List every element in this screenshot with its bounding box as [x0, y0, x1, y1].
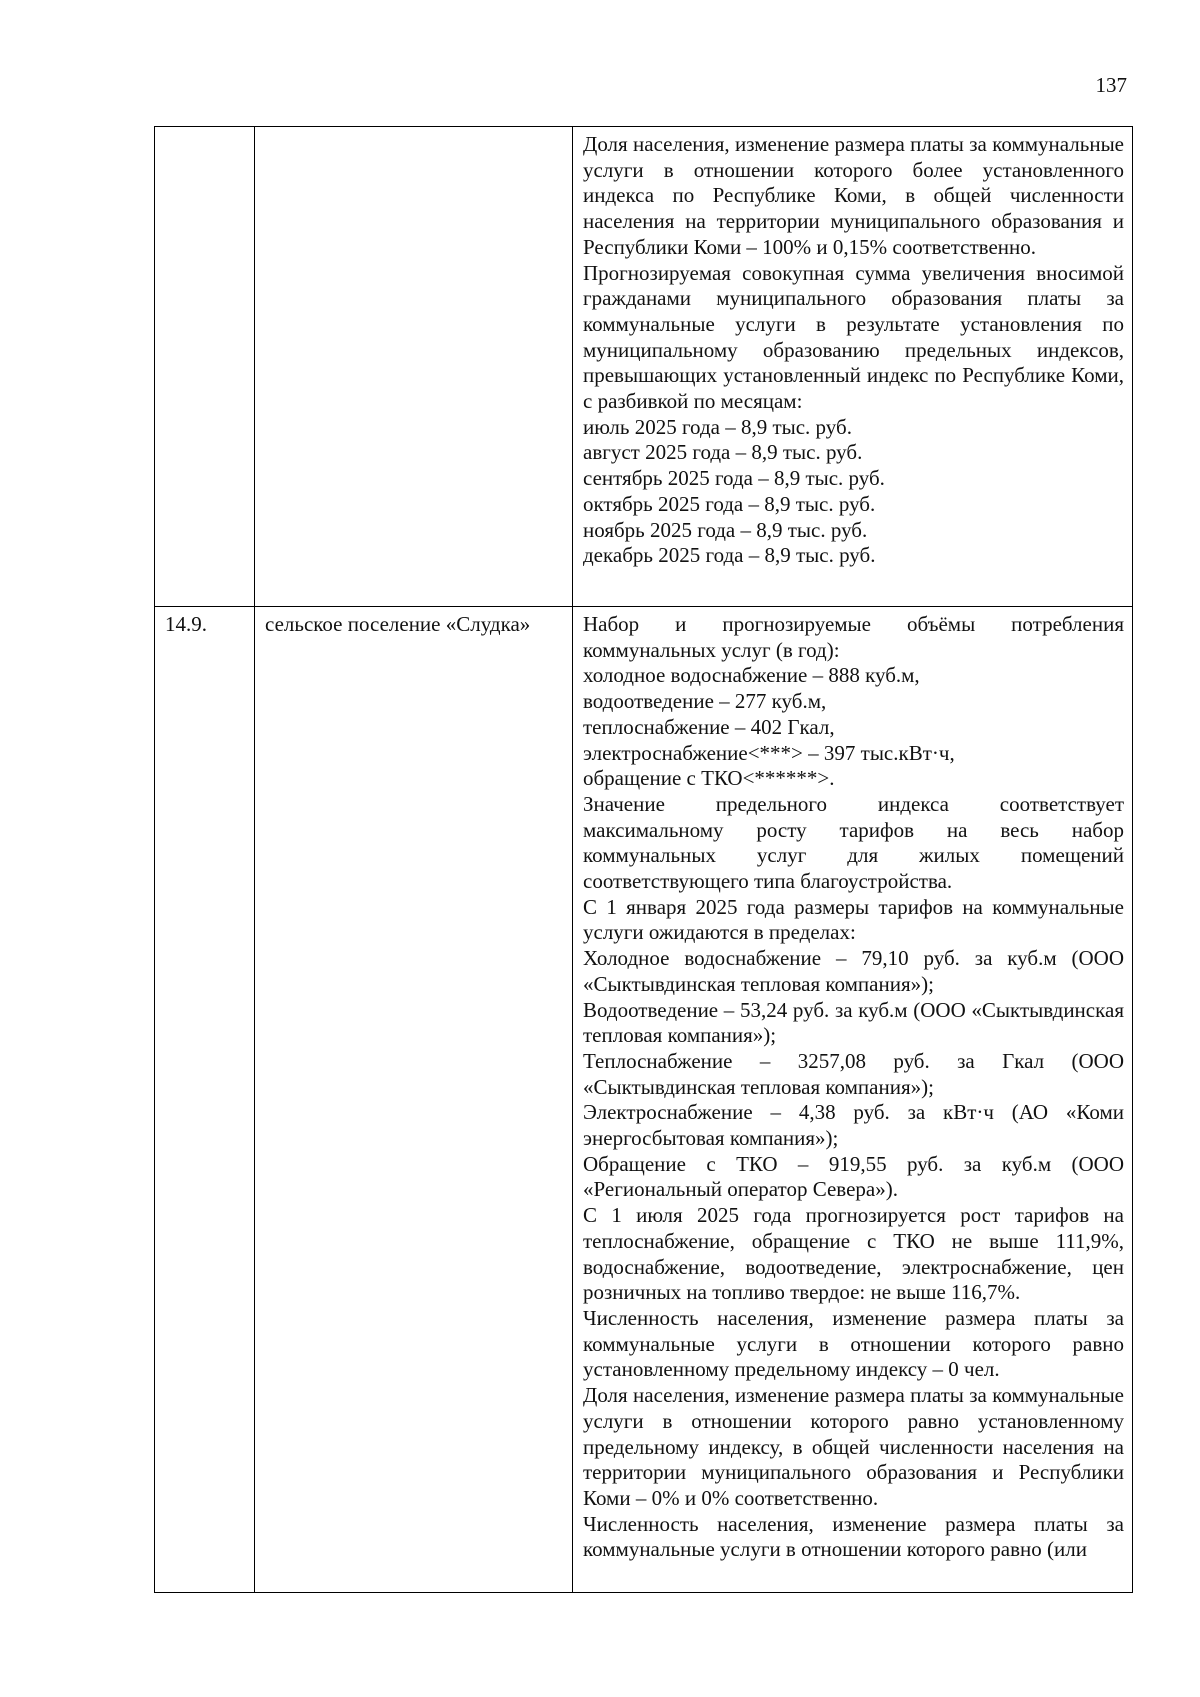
table-row [155, 607, 1133, 1593]
paragraph: Прогнозируемая совокупная сумма увеличения вносимой гражданами муниципального образования платы за коммунальные услуги в результате установления по муниципальному образованию предельных индексов, превышающих установленный индекс по Республике Коми, с разбивкой по месяцам: [583, 260, 1124, 414]
paragraph: Набор и прогнозируемые объёмы потребления коммунальных услуг (в год): [583, 612, 1124, 662]
volume-line: водоотведение – 277 куб.м, [583, 689, 827, 714]
volume-line: обращение с ТКО<******>. [583, 766, 835, 791]
monthly-amount-line: сентябрь 2025 года – 8,9 тыс. руб. [583, 466, 885, 491]
paragraph: Доля населения, изменение размера платы за коммунальные услуги в отношении которого равно установленному предельному индексу, в общей численности населения на территории муниципального образования и Республики Коми – 0% и 0% соответственно. [583, 1383, 1124, 1510]
paragraph: Значение предельного индекса соответствует максимальному росту тарифов на весь набор коммунальных услуг для жилых помещений соответствующего типа благоустройства. [583, 791, 1124, 894]
table-row [155, 127, 1133, 607]
description-cell [573, 607, 1133, 1593]
tariff-paragraph: Электроснабжение – 4,38 руб. за кВт·ч (АО «Коми энергосбытовая компания»); [583, 1100, 1124, 1151]
volume-line: электроснабжение<***> – 397 тыс.кВт·ч, [583, 740, 955, 765]
monthly-amount-line: октябрь 2025 года – 8,9 тыс. руб. [583, 491, 876, 516]
municipality-cell: сельское поселение «Слудка» [255, 607, 573, 1593]
row-number-cell [155, 127, 255, 607]
monthly-amount-line: декабрь 2025 года – 8,9 тыс. руб. [583, 543, 876, 568]
indices-table [154, 126, 1133, 1593]
page-number: 137 [1095, 73, 1127, 97]
volume-line: холодное водоснабжение – 888 куб.м, [583, 663, 920, 688]
description-cell [573, 127, 1133, 607]
paragraph: Численность населения, изменение размера платы за коммунальные услуги в отношении которого равно установленному предельному индексу – 0 чел. [583, 1305, 1124, 1382]
monthly-amount-line: ноябрь 2025 года – 8,9 тыс. руб. [583, 517, 868, 542]
paragraph: Численность населения, изменение размера платы за коммунальные услуги в отношении которого равно (или [583, 1511, 1124, 1562]
tariff-paragraph: Водоотведение – 53,24 руб. за куб.м (ООО «Сыктывдинская тепловая компания»); [583, 997, 1124, 1048]
tariff-paragraph: Обращение с ТКО – 919,55 руб. за куб.м (ООО «Региональный оператор Севера»). [583, 1151, 1124, 1202]
municipality-cell [255, 127, 573, 607]
paragraph: С 1 января 2025 года размеры тарифов на коммунальные услуги ожидаются в пределах: [583, 894, 1124, 945]
paragraph: С 1 июля 2025 года прогнозируется рост тарифов на теплоснабжение, обращение с ТКО не выше 111,9%, водоснабжение, водоотведение, электроснабжение, цен розничных на топливо твердое: не выше 116,7%. [583, 1203, 1124, 1305]
monthly-amount-line: август 2025 года – 8,9 тыс. руб. [583, 440, 863, 465]
paragraph: Доля населения, изменение размера платы за коммунальные услуги в отношении которого более установленного индекса по Республике Коми, в общей численности населения на территории муниципального образования и Республики Коми – 100% и 0,15% соответственно. [583, 132, 1124, 259]
tariff-paragraph: Холодное водоснабжение – 79,10 руб. за куб.м (ООО «Сыктывдинская тепловая компания»); [583, 946, 1124, 996]
tariff-paragraph: Теплоснабжение – 3257,08 руб. за Гкал (ООО «Сыктывдинская тепловая компания»); [583, 1048, 1124, 1099]
row-number-cell: 14.9. [155, 607, 255, 1593]
volume-line: теплоснабжение – 402 Гкал, [583, 714, 835, 739]
monthly-amount-line: июль 2025 года – 8,9 тыс. руб. [583, 414, 852, 439]
